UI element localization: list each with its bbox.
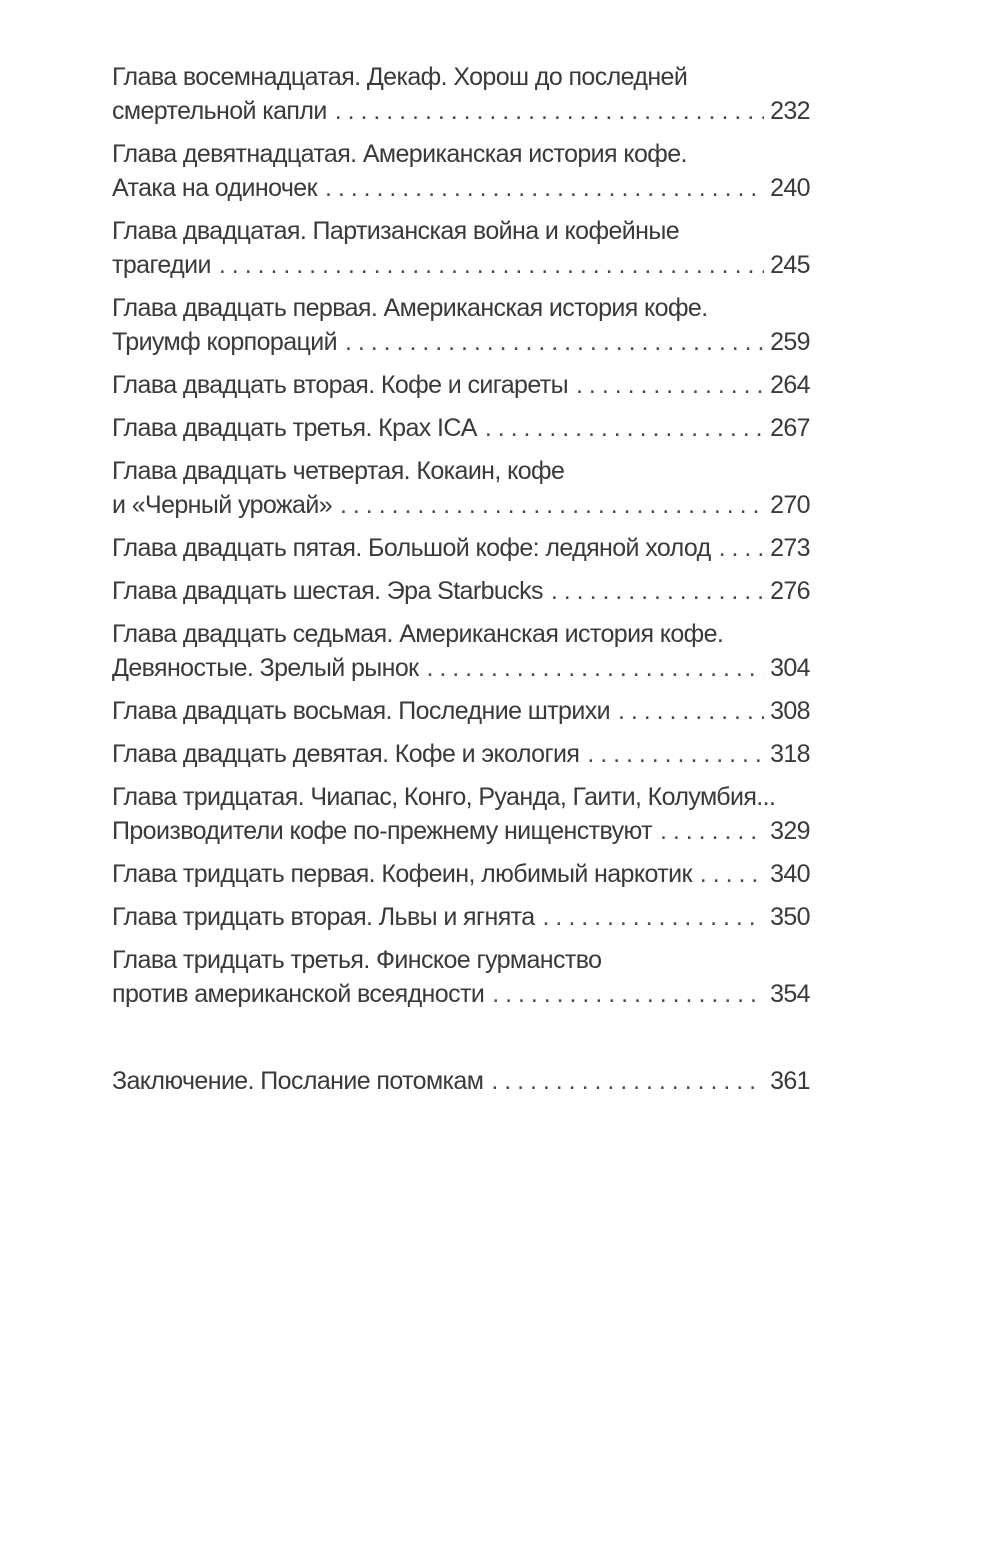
toc-page-number: 340 (770, 860, 810, 888)
toc-page-number: 304 (770, 654, 810, 682)
toc-page-number: 318 (770, 740, 810, 768)
toc-entry-title-end: смертельной капли (112, 97, 327, 125)
dot-leader (587, 737, 764, 771)
toc-entry-title-end: против американской всеядности (112, 980, 485, 1008)
toc-page-number: 245 (770, 251, 810, 279)
toc-page-number: 354 (770, 980, 810, 1008)
toc-entry-title: Заключение. Послание потомкам (112, 1067, 484, 1095)
toc-entry-22[interactable] (112, 368, 810, 402)
toc-entry-title: Глава тридцатая. Чиапас, Конго, Руанда, Гаити, Колумбия... (112, 783, 776, 811)
toc-entry-29[interactable] (112, 737, 810, 771)
toc-entry-19[interactable] (112, 137, 810, 205)
section-spacer (112, 1020, 810, 1064)
dot-leader (492, 977, 764, 1011)
toc-entry-28[interactable] (112, 694, 810, 728)
toc-entry-title: Глава тридцать вторая. Львы и ягнята (112, 903, 535, 931)
toc-entry-title: Глава двадцать седьмая. Американская история кофе. (112, 620, 724, 648)
toc-entry-30[interactable] (112, 780, 810, 848)
toc-entry-title-end: и «Черный урожай» (112, 491, 333, 519)
dot-leader (325, 171, 764, 205)
dot-leader (576, 368, 764, 402)
toc-entry-title: Глава двадцать шестая. Эра Starbucks (112, 577, 543, 605)
toc-entry-conclusion[interactable] (112, 1064, 810, 1098)
dot-leader (340, 488, 764, 522)
toc-entry-26[interactable] (112, 574, 810, 608)
toc-entry-title-end: Атака на одиночек (112, 174, 317, 202)
toc-entry-title: Глава двадцать пятая. Большой кофе: ледяной холод (112, 534, 711, 562)
toc-entry-27[interactable] (112, 617, 810, 685)
toc-entry-18[interactable] (112, 60, 810, 128)
toc-page-number: 232 (770, 97, 810, 125)
dot-leader (335, 94, 764, 128)
toc-entry-title-end: Производители кофе по-прежнему нищенствуют (112, 817, 652, 845)
toc-entry-title: Глава двадцать вторая. Кофе и сигареты (112, 371, 569, 399)
dot-leader (219, 248, 764, 282)
dot-leader (543, 900, 765, 934)
dot-leader (485, 411, 764, 445)
toc-page-number: 361 (770, 1067, 810, 1095)
dot-leader (426, 651, 764, 685)
toc-page-number: 240 (770, 174, 810, 202)
toc-entry-title: Глава тридцать первая. Кофеин, любимый наркотик (112, 860, 692, 888)
toc-entry-title: Глава двадцатая. Партизанская война и кофейные (112, 217, 679, 245)
toc-page-number: 259 (770, 328, 810, 356)
toc-entry-31[interactable] (112, 857, 810, 891)
toc-entry-24[interactable] (112, 454, 810, 522)
toc-page-number: 350 (770, 903, 810, 931)
toc-entry-title-end: Триумф корпораций (112, 328, 337, 356)
toc-entry-32[interactable] (112, 900, 810, 934)
dot-leader (719, 531, 764, 565)
toc-entry-20[interactable] (112, 214, 810, 282)
toc-entry-21[interactable] (112, 291, 810, 359)
table-of-contents (112, 60, 810, 1098)
toc-entry-title: Глава двадцать восьмая. Последние штрихи (112, 697, 610, 725)
dot-leader (551, 574, 764, 608)
toc-entry-title-end: трагедии (112, 251, 211, 279)
toc-entry-23[interactable] (112, 411, 810, 445)
dot-leader (491, 1064, 764, 1098)
toc-entry-title: Глава двадцать девятая. Кофе и экология (112, 740, 580, 768)
dot-leader (618, 694, 764, 728)
toc-entry-title: Глава двадцать четвертая. Кокаин, кофе (112, 457, 565, 485)
toc-entry-title: Глава восемнадцатая. Декаф. Хорош до последней (112, 63, 688, 91)
toc-entry-33[interactable] (112, 943, 810, 1011)
toc-entry-title: Глава тридцать третья. Финское гурманство (112, 946, 602, 974)
toc-entry-title: Глава двадцать первая. Американская история кофе. (112, 294, 708, 322)
toc-entry-title: Глава двадцать третья. Крах ICA (112, 414, 477, 442)
toc-page-number: 308 (770, 697, 810, 725)
dot-leader (700, 857, 764, 891)
toc-entry-title: Глава девятнадцатая. Американская история кофе. (112, 140, 687, 168)
toc-page-number: 329 (770, 817, 810, 845)
toc-page-number: 276 (770, 577, 810, 605)
toc-entry-25[interactable] (112, 531, 810, 565)
toc-page-number: 270 (770, 491, 810, 519)
dot-leader (345, 325, 764, 359)
toc-page-number: 267 (770, 414, 810, 442)
toc-page-number: 273 (770, 534, 810, 562)
toc-entry-title-end: Девяностые. Зрелый рынок (112, 654, 419, 682)
dot-leader (660, 814, 764, 848)
toc-page-number: 264 (770, 371, 810, 399)
